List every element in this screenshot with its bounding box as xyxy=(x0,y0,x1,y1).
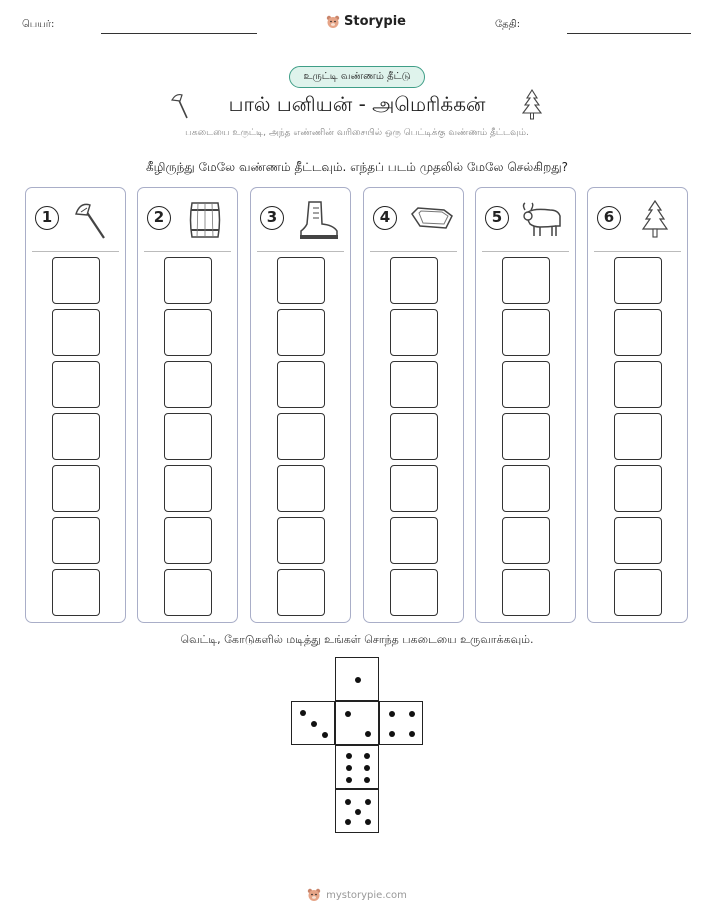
column-3 xyxy=(250,187,351,623)
axe-icon xyxy=(70,198,116,242)
color-box[interactable] xyxy=(614,569,662,616)
column-2 xyxy=(137,187,238,623)
dice-pip xyxy=(346,765,352,771)
dice-pip xyxy=(346,777,352,783)
date-label: தேதி: xyxy=(495,19,521,30)
dice-pip xyxy=(409,731,415,737)
column-1 xyxy=(25,187,126,623)
color-box[interactable] xyxy=(52,569,100,616)
color-box[interactable] xyxy=(164,517,212,564)
dice-face-2 xyxy=(335,701,379,745)
column-number: 3 xyxy=(260,206,284,230)
color-box[interactable] xyxy=(614,309,662,356)
dice-pip xyxy=(364,777,370,783)
color-box[interactable] xyxy=(277,465,325,512)
column-divider xyxy=(144,251,231,252)
pine-tree-icon xyxy=(632,198,678,242)
name-label: பெயர்: xyxy=(22,19,55,30)
color-box[interactable] xyxy=(390,309,438,356)
column-header xyxy=(364,188,463,251)
column-header xyxy=(476,188,575,251)
color-box[interactable] xyxy=(52,413,100,460)
color-box[interactable] xyxy=(52,517,100,564)
color-box[interactable] xyxy=(52,309,100,356)
dice-face-6 xyxy=(335,745,379,789)
color-box[interactable] xyxy=(502,309,550,356)
dice-pip xyxy=(364,753,370,759)
column-4 xyxy=(363,187,464,623)
column-number: 6 xyxy=(597,206,621,230)
column-header xyxy=(26,188,125,251)
name-line[interactable] xyxy=(101,33,257,34)
color-box[interactable] xyxy=(502,569,550,616)
column-number: 2 xyxy=(147,206,171,230)
dice-pip xyxy=(345,799,351,805)
column-number: 1 xyxy=(35,206,59,230)
color-box[interactable] xyxy=(390,413,438,460)
dice-instruction: வெட்டி, கோடுகளில் மடித்து உங்கள் சொந்த பகடையை உருவாக்கவும். xyxy=(180,633,534,646)
column-number: 4 xyxy=(373,206,397,230)
dice-pip xyxy=(365,799,371,805)
brand-name: Storypie xyxy=(344,14,406,29)
pine-tree-icon xyxy=(520,88,544,122)
dice-pip xyxy=(311,721,317,727)
color-box[interactable] xyxy=(502,361,550,408)
color-box[interactable] xyxy=(390,517,438,564)
color-box[interactable] xyxy=(52,361,100,408)
color-box[interactable] xyxy=(164,413,212,460)
color-box[interactable] xyxy=(164,257,212,304)
color-box[interactable] xyxy=(614,465,662,512)
color-box[interactable] xyxy=(502,257,550,304)
color-box[interactable] xyxy=(390,361,438,408)
color-box[interactable] xyxy=(277,413,325,460)
color-box[interactable] xyxy=(277,309,325,356)
column-number: 5 xyxy=(485,206,509,230)
dice-pip xyxy=(355,677,361,683)
color-box[interactable] xyxy=(164,361,212,408)
dice-face-4 xyxy=(379,701,423,745)
dice-pip xyxy=(389,731,395,737)
column-divider xyxy=(594,251,681,252)
color-box[interactable] xyxy=(614,413,662,460)
bear-logo-icon xyxy=(307,888,321,902)
color-box[interactable] xyxy=(277,361,325,408)
question-text: கீழிருந்து மேலே வண்ணம் தீட்டவும். எந்தப் படம் முதலில் மேலே செல்கிறது? xyxy=(145,160,569,174)
date-line[interactable] xyxy=(567,33,691,34)
color-box[interactable] xyxy=(502,465,550,512)
column-header xyxy=(588,188,687,251)
color-box[interactable] xyxy=(164,465,212,512)
color-box[interactable] xyxy=(390,257,438,304)
color-box[interactable] xyxy=(502,413,550,460)
column-divider xyxy=(482,251,569,252)
boot-icon xyxy=(295,198,341,242)
dice-pip xyxy=(322,732,328,738)
dice-pip xyxy=(409,711,415,717)
color-box[interactable] xyxy=(390,465,438,512)
column-header xyxy=(138,188,237,251)
color-box[interactable] xyxy=(277,257,325,304)
dice-pip xyxy=(389,711,395,717)
dice-pip xyxy=(355,809,361,815)
color-box[interactable] xyxy=(390,569,438,616)
column-divider xyxy=(257,251,344,252)
column-header xyxy=(251,188,350,251)
dice-pip xyxy=(365,819,371,825)
column-5 xyxy=(475,187,576,623)
color-box[interactable] xyxy=(277,569,325,616)
column-divider xyxy=(32,251,119,252)
dice-pip xyxy=(364,765,370,771)
column-6 xyxy=(587,187,688,623)
page-subtitle: பகடையை உருட்டி, அந்த எண்ணின் வரிசையில் ஒரு பெட்டிக்கு வண்ணம் தீட்டவும். xyxy=(185,128,529,138)
dice-face-3 xyxy=(291,701,335,745)
ox-icon xyxy=(520,198,566,242)
dice-pip xyxy=(345,711,351,717)
page-title: பால் பனியன் - அமெரிக்கன் xyxy=(228,92,486,116)
dice-pip xyxy=(300,710,306,716)
dice-pip xyxy=(345,819,351,825)
dice-face-1 xyxy=(335,657,379,701)
color-box[interactable] xyxy=(52,257,100,304)
footer-url[interactable]: mystorypie.com xyxy=(326,889,407,901)
column-divider xyxy=(370,251,457,252)
color-box[interactable] xyxy=(614,361,662,408)
pan-icon xyxy=(408,198,454,242)
color-box[interactable] xyxy=(164,569,212,616)
barrel-icon xyxy=(182,198,228,242)
color-box[interactable] xyxy=(52,465,100,512)
activity-badge: உருட்டி வண்ணம் தீட்டு xyxy=(289,66,425,88)
dice-face-5 xyxy=(335,789,379,833)
bear-logo-icon xyxy=(326,15,340,29)
dice-net xyxy=(291,657,423,833)
dice-pip xyxy=(365,731,371,737)
color-box[interactable] xyxy=(614,517,662,564)
color-box[interactable] xyxy=(502,517,550,564)
color-box[interactable] xyxy=(277,517,325,564)
color-box[interactable] xyxy=(614,257,662,304)
dice-pip xyxy=(346,753,352,759)
footer xyxy=(0,888,714,902)
color-box[interactable] xyxy=(164,309,212,356)
brand-logo xyxy=(326,14,406,29)
